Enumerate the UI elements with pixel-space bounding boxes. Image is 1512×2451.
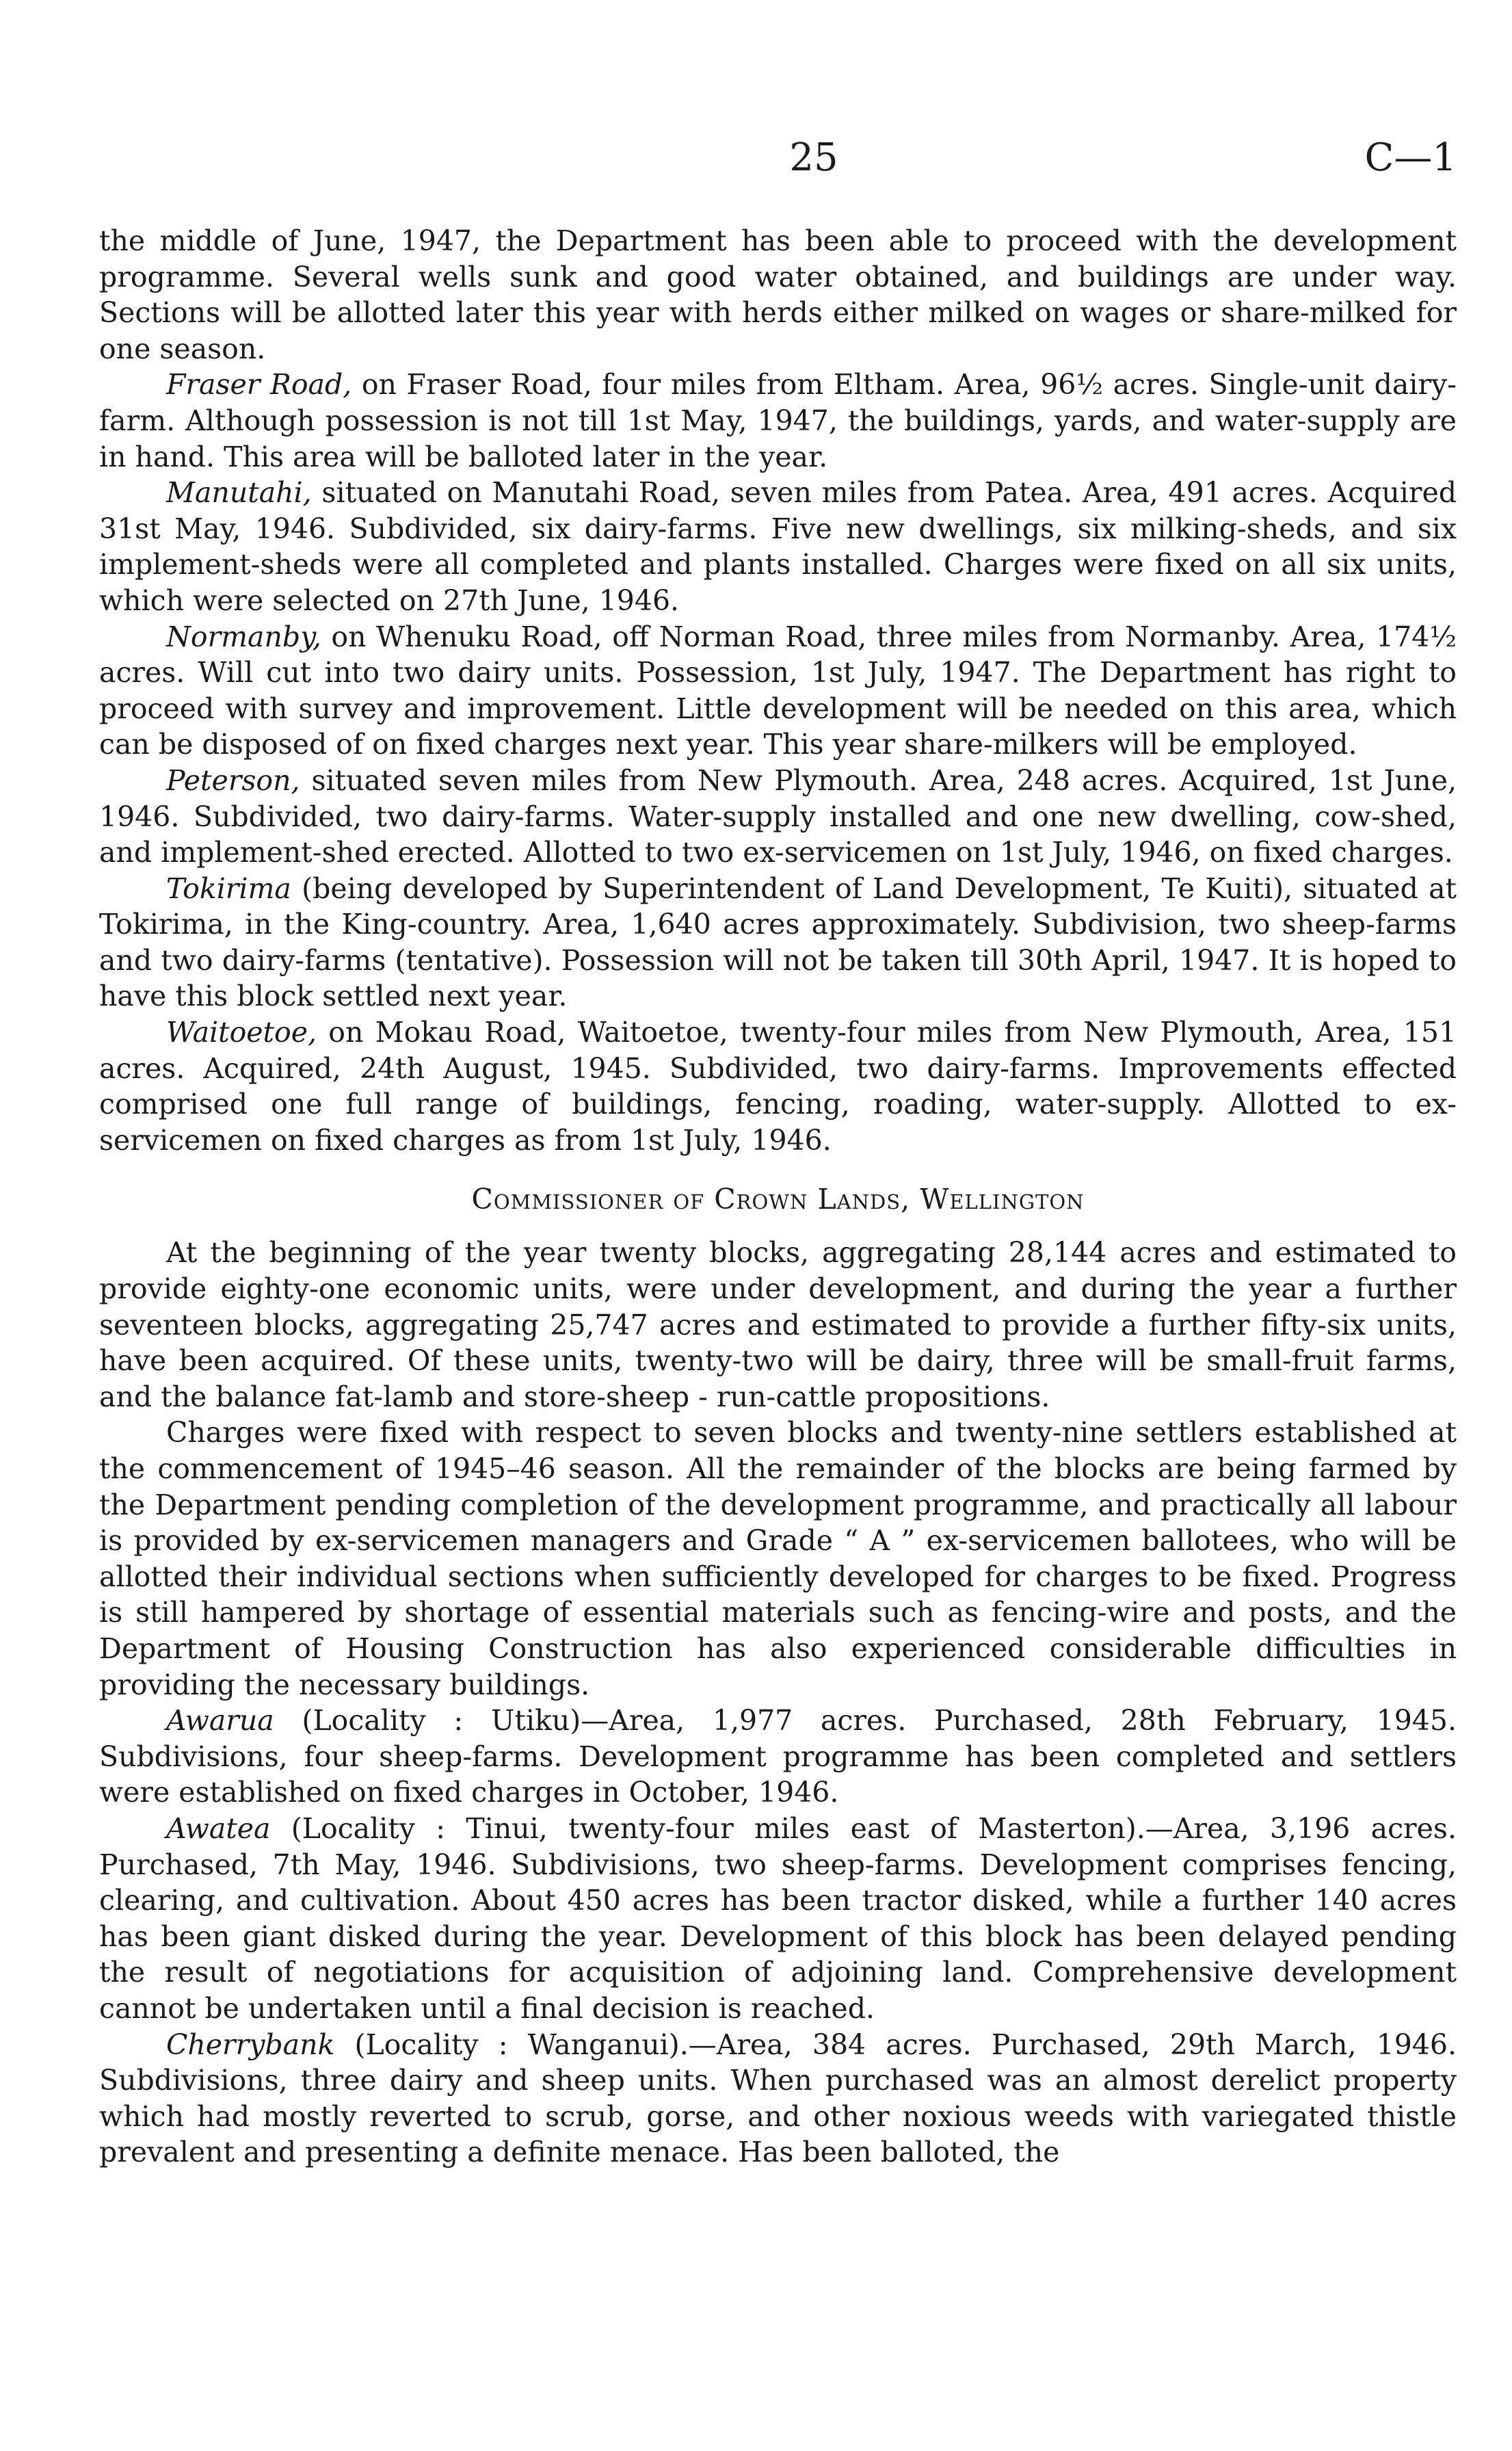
paragraph-continuation: [99, 223, 1457, 367]
paragraph-text: situated seven miles from New Plymouth. Area, 248 acres. Acquired, 1st June, 1946. Subdivided, two dairy-farms. Water-supply installed and one new dwelling, cow-shed, and implement-shed erected. Allotted to two ex-servicemen on 1st July, 1946, on fixed charges.: [99, 763, 1457, 869]
block-name: Fraser Road,: [166, 368, 352, 402]
paragraph-waitoetoe: [99, 1014, 1457, 1158]
block-name: Normanby,: [166, 620, 321, 653]
paragraph-text: situated on Manutahi Road, seven miles from Patea. Area, 491 acres. Acquired 31st May, 1946. Subdivided, six dairy-farms. Five new dwellings, six milking-sheds, and six implement-sheds were all completed and plants installed. Charges were fixed on all six units, which were selected on 27th June, 1946.: [99, 476, 1457, 617]
paragraph-text: (Locality : Utiku)—Area, 1,977 acres. Purchased, 28th February, 1945. Subdivisions, four sheep-farms. Development programme has been completed and settlers were established on fixed charges in October, 1946.: [99, 1704, 1457, 1809]
block-name: Tokirima: [166, 871, 291, 905]
paragraph-awatea: [99, 1811, 1457, 2027]
block-name: Cherrybank: [166, 2028, 335, 2061]
paragraph-fraser-road: [99, 367, 1457, 475]
body-text: [99, 223, 1457, 2171]
paragraph-wellington-intro: [99, 1235, 1457, 1415]
block-name: Awarua: [166, 1704, 274, 1738]
paragraph-cherrybank: [99, 2027, 1457, 2171]
paragraph-text: At the beginning of the year twenty blocks, aggregating 28,144 acres and estimated to provide eighty-one economic units, were under development, and during the year a further seventeen blocks, aggregating 25,747 acres and estimated to provide a further fifty-six units, have been acquired. Of these units, twenty-two will be dairy, three will be small-fruit farms, and the balance fat-lamb and store-sheep - run-cattle propositions.: [99, 1236, 1457, 1413]
section-heading: Commissioner of Crown Lands, Wellington: [471, 1183, 1085, 1216]
block-name: Waitoetoe,: [166, 1016, 317, 1049]
block-name: Awatea: [166, 1811, 271, 1845]
paragraph-awarua: [99, 1703, 1457, 1811]
paragraph-text: on Whenuku Road, off Norman Road, three miles from Normanby. Area, 174½ acres. Will cut into two dairy units. Possession, 1st July, 1947. The Department has right to proceed with survey and improvement. Little development will be needed on this area, which can be disposed of on fixed charges next year. This year share-milkers will be employed.: [99, 620, 1457, 761]
paragraph-tokirima: [99, 871, 1457, 1014]
paragraph-text: (being developed by Superintendent of Land Development, Te Kuiti), situated at Tokirima, in the King-country. Area, 1,640 acres approximately. Subdivision, two sheep-farms and two dairy-farms (tentative). Possession will not be taken till 30th April, 1947. It is hoped to have this block settled next year.: [99, 871, 1457, 1013]
paragraph-peterson: [99, 763, 1457, 871]
paragraph-text: (Locality : Wanganui).—Area, 384 acres. Purchased, 29th March, 1946. Subdivisions, three dairy and sheep units. When purchased was an almost derelict property which had mostly reverted to scrub, gorse, and other noxious weeds with variegated thistle prevalent and presenting a definite menace. Has been balloted, the: [99, 2028, 1457, 2169]
page-number: 25: [789, 135, 838, 180]
document-reference: C—1: [1364, 135, 1457, 180]
paragraph-text: on Mokau Road, Waitoetoe, twenty-four miles from New Plymouth, Area, 151 acres. Acquired, 24th August, 1945. Subdivided, two dairy-farms. Improvements effected comprised one full range of buildings, fencing, roading, water-supply. Allotted to ex-servicemen on fixed charges as from 1st July, 1946.: [99, 1016, 1457, 1157]
block-name: Peterson,: [166, 763, 300, 797]
paragraph-text: Charges were fixed with respect to seven blocks and twenty-nine settlers established at the commencement of 1945–46 season. All the remainder of the blocks are being farmed by the Department pending completion of the development programme, and practically all labour is provided by ex-servicemen managers and Grade “ A ” ex-servicemen ballotees, who will be allotted their individual sections when sufficiently developed for charges to be fixed. Progress is still hampered by shortage of essential materials such as fencing-wire and posts, and the Department of Housing Construction has also experienced considerable difficulties in providing the necessary buildings.: [99, 1416, 1457, 1701]
paragraph-normanby: [99, 619, 1457, 763]
paragraph-text: (Locality : Tinui, twenty-four miles east of Masterton).—Area, 3,196 acres. Purchased, 7th May, 1946. Subdivisions, two sheep-farms. Development comprises fencing, clearing, and cultivation. About 450 acres has been tractor disked, while a further 140 acres has been giant disked during the year. Development of this block has been delayed pending the result of negotiations for acquisition of adjoining land. Comprehensive development cannot be undertaken until a final decision is reached.: [99, 1811, 1457, 2025]
paragraph-text: on Fraser Road, four miles from Eltham. Area, 96½ acres. Single-unit dairy-farm. Although possession is not till 1st May, 1947, the buildings, yards, and water-supply are in hand. This area will be balloted later in the year.: [99, 368, 1457, 473]
paragraph-manutahi: [99, 475, 1457, 618]
paragraph-wellington-charges: [99, 1415, 1457, 1703]
paragraph-text: the middle of June, 1947, the Department has been able to proceed with the development programme. Several wells sunk and good water obtained, and buildings are under way. Sections will be allotted later this year with herds either milked on wages or share-milked for one season.: [99, 224, 1457, 365]
block-name: Manutahi,: [166, 476, 312, 510]
page-header: [99, 134, 1457, 189]
